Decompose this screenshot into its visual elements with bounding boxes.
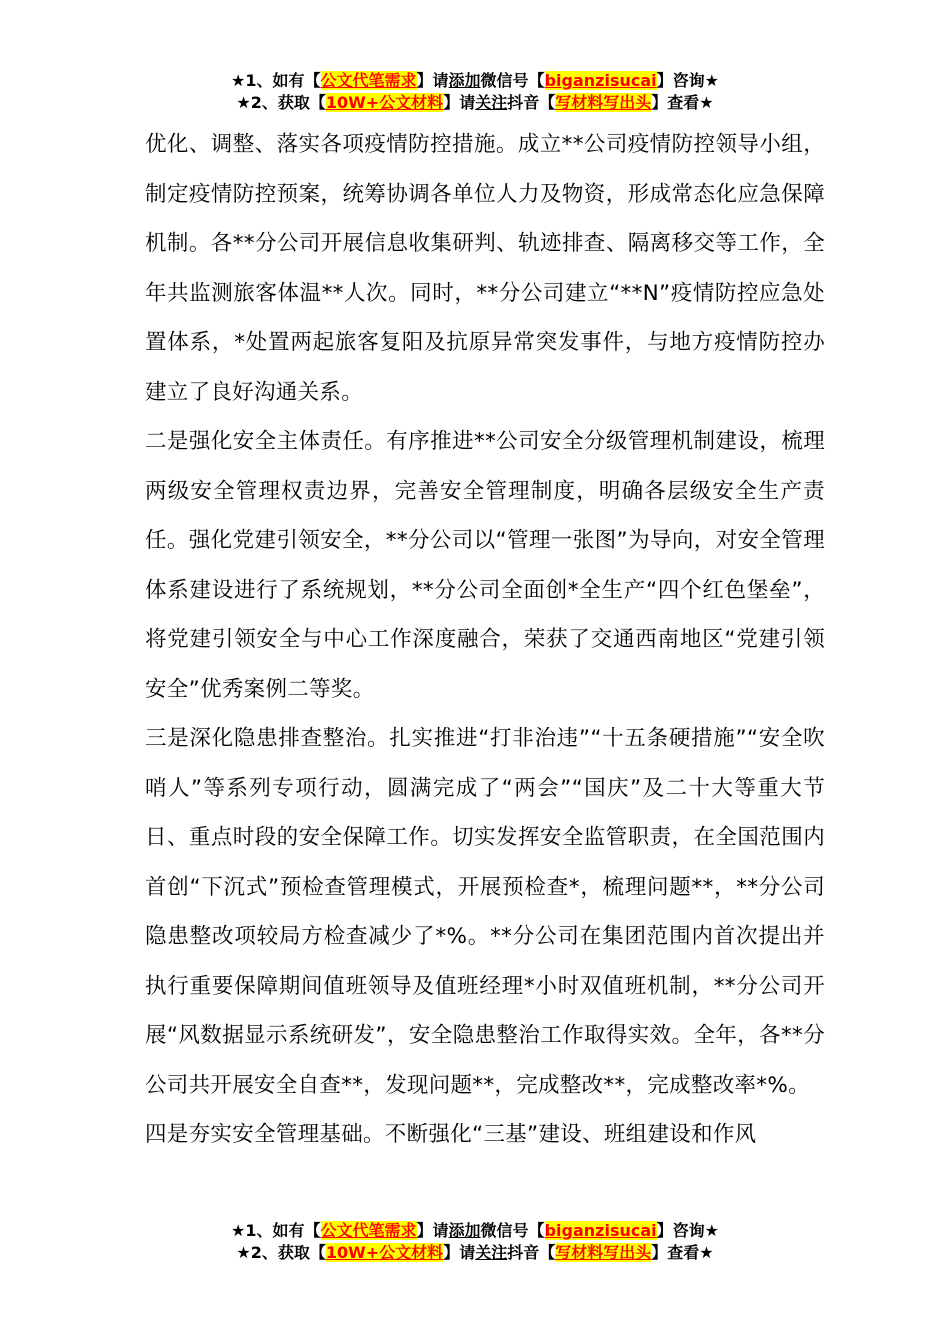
banner-line-1: ★1、如有【公文代笔需求】请添加微信号【biganzisucai】咨询★ [231,1221,719,1240]
document-body [145,120,825,1160]
highlight-wechat-id: biganzisucai [544,71,657,90]
paragraph: 二是强化安全主体责任。有序推进**公司安全分级管理机制建设，梳理两级安全管理权责边界，完善安全管理制度，明确各层级安全生产责任。强化党建引领安全，**分公司以“管理一张图”为导向，对安全管理体系建设进行了系统规划，**分公司全面创*全生产“四个红色堡垒”，将党建引领安全与中心工作深度融合，荣获了交通西南地区“党建引领安全”优秀案例二等奖。 [145,429,825,702]
banner-line-2: ★2、获取【10W+公文材料】请关注抖音【写材料写出头】查看★ [236,1243,714,1262]
paragraph: 三是深化隐患排查整治。扎实推进“打非治违”“十五条硬措施”“安全吹哨人”等系列专项行动，圆满完成了“两会”“国庆”及二十大等重大节日、重点时段的安全保障工作。切实发挥安全监管职责，在全国范围内首创“下沉式”预检查管理模式，开展预检查*，梳理问题**，**分公司隐患整改项较局方检查减少了*%。**分公司在集团范围内首次提出并执行重要保障期间值班领导及值班经理*小时双值班机制，**分公司开展“风数据显示系统研发”，安全隐患整治工作取得实效。全年，各**分公司共开展安全自查**，发现问题**，完成整改**，完成整改率*%。 [145,726,825,1098]
highlight-service: 公文代笔需求 [320,71,417,90]
banner-line-2: ★2、获取【10W+公文材料】请关注抖音【写材料写出头】查看★ [236,93,714,112]
highlight-materials: 10W+公文材料 [325,93,444,112]
highlight-service: 公文代笔需求 [320,1221,417,1240]
header-banner [0,70,950,114]
paragraph: 优化、调整、落实各项疫情防控措施。成立**公司疫情防控领导小组，制定疫情防控预案，统筹协调各单位人力及物资，形成常态化应急保障机制。各**分公司开展信息收集研判、轨迹排查、隔离移交等工作，全年共监测旅客体温**人次。同时，**分公司建立“**N”疫情防控应急处置体系，*处置两起旅客复阳及抗原异常突发事件，与地方疫情防控办建立了良好沟通关系。 [145,132,825,405]
highlight-douyin: 写材料写出头 [555,1243,652,1262]
footer-banner [0,1220,950,1264]
highlight-douyin: 写材料写出头 [555,93,652,112]
paragraph: 四是夯实安全管理基础。不断强化“三基”建设、班组建设和作风 [145,1122,757,1147]
highlight-wechat-id: biganzisucai [544,1221,657,1240]
highlight-materials: 10W+公文材料 [325,1243,444,1262]
banner-line-1: ★1、如有【公文代笔需求】请添加微信号【biganzisucai】咨询★ [231,71,719,90]
